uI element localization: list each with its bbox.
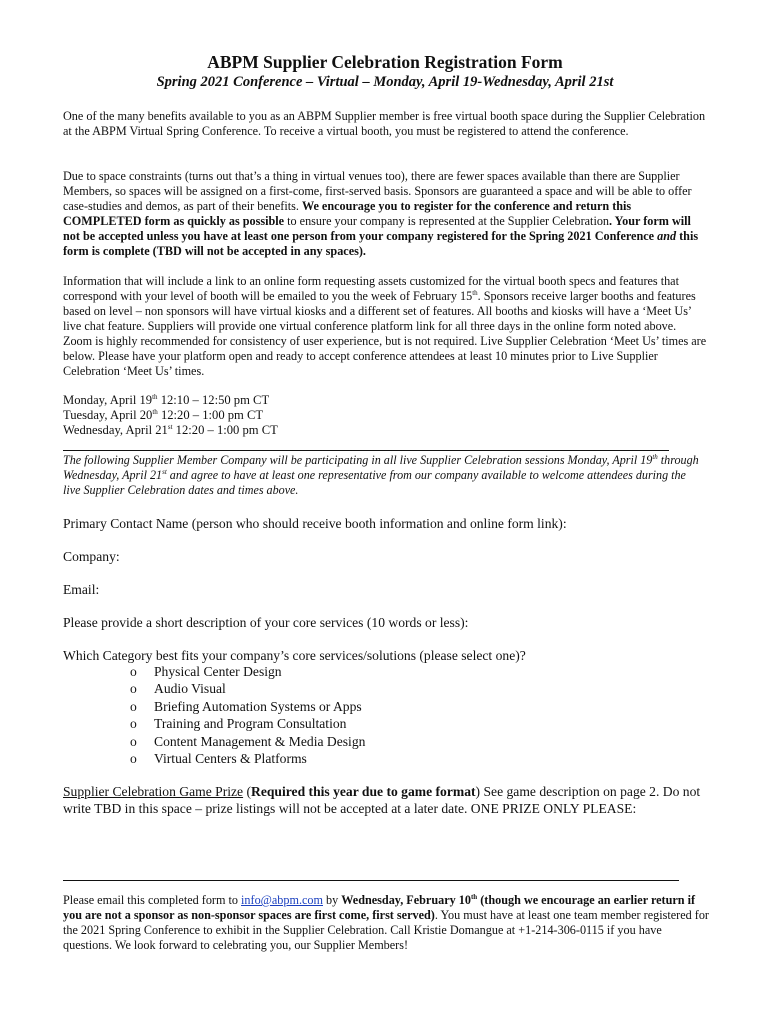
primary-contact-field[interactable]: Primary Contact Name (person who should receive booth information and online form link): — [63, 516, 567, 531]
footer-sup: th — [470, 893, 478, 901]
note-sup-2: st — [162, 468, 167, 476]
footer-text-a: Please email this completed form to — [63, 893, 242, 907]
footer-divider-line — [63, 880, 679, 881]
category-option-virtual-centers[interactable] — [130, 750, 365, 767]
p2-bold-encourage: We encourage you to register for the conference and return this COMPLETED form as quickly as possible — [63, 199, 632, 228]
time-range: 12:20 – 1:00 pm CT — [172, 423, 278, 437]
category-option-label: Content Management & Media Design — [154, 733, 366, 749]
time-range: 12:10 – 12:50 pm CT — [157, 393, 270, 407]
meet-us-times — [63, 393, 278, 438]
note-sup-1: th — [652, 453, 658, 461]
time-row-tuesday — [63, 408, 278, 423]
checkbox-bullet-icon[interactable]: o — [130, 698, 137, 714]
footer-text-b: by — [323, 893, 342, 907]
participation-agreement — [63, 453, 703, 498]
page-subtitle: Spring 2021 Conference – Virtual – Monday, April 19-Wednesday, April 21st — [156, 74, 614, 90]
note-text-b: through Wednesday, April 21 — [63, 453, 699, 482]
category-option-briefing-automation[interactable] — [130, 698, 365, 715]
p2-text-a: Due to space constraints (turns out that’s a thing in virtual venues too), there are fewer spaces available than there are Supplier Members, so spaces will be assigned on a first-come, first-served basis. Sponsors are guaranteed a space and will be able to offer case-studies and demos, as part of their benefits. — [63, 169, 692, 213]
checkbox-bullet-icon[interactable]: o — [130, 716, 137, 732]
game-prize-field[interactable] — [63, 783, 713, 817]
note-text-c: and agree to have at least one representative from our company available to welcome attendees during the live Supplier Celebration dates and times above. — [63, 468, 686, 497]
page-title: ABPM Supplier Celebration Registration Form — [207, 52, 563, 72]
core-services-description-field[interactable]: Please provide a short description of your core services (10 words or less): — [63, 615, 469, 630]
p2-bold-italic-and: and — [657, 229, 677, 243]
time-sup: th — [152, 393, 158, 401]
p3-text-b: . Sponsors receive larger booths and features based on level – non sponsors will have virtual kiosks and a different set of features. All booths and kiosks will have a ‘Meet Us’ live chat feature. Suppliers will provide one virtual conference platform link for all three days in the online form noted above. Zoom is highly recommended for consistency of user experience, but is not required. Live Supplier Celebration ‘Meet Us’ times are below. Please have your platform open and ready to accept conference attendees at least 10 minutes prior to Live Supplier Celebration ‘Meet Us’ times. — [63, 289, 707, 378]
p3-sup: th — [472, 289, 478, 297]
prize-paren: ( — [243, 784, 252, 799]
category-option-label: Training and Program Consultation — [154, 716, 347, 732]
p2-bold-d: . Your form will not be accepted unless you have at least one person from your company registered for the Spring 2021 Conference — [63, 214, 691, 243]
time-day: Tuesday, April 20 — [63, 408, 153, 422]
category-question: Which Category best fits your company’s core services/solutions (please select one)? — [63, 648, 526, 663]
email-field[interactable]: Email: — [63, 582, 100, 597]
category-option-label: Audio Visual — [154, 681, 226, 697]
footer-instructions — [63, 893, 713, 953]
category-option-training[interactable] — [130, 715, 365, 732]
category-option-label: Physical Center Design — [154, 664, 282, 679]
checkbox-bullet-icon[interactable]: o — [130, 751, 137, 767]
prize-instructions: ) See game description on page 2. Do not write TBD in this space – prize listings will not be accepted at a later date. ONE PRIZE ONLY PLEASE: — [63, 784, 701, 816]
time-row-wednesday — [63, 423, 278, 438]
category-options — [130, 663, 365, 767]
footer-deadline-note: (though we encourage an earlier return if you are not a sponsor as non-sponsor spaces are first come, first served) — [63, 893, 696, 922]
company-field[interactable]: Company: — [63, 549, 120, 564]
footer-text-c: . You must have at least one team member registered for the 2021 Spring Conference to exhibit in the Supplier Celebration. Call Kristie Domangue at +1-214-306-0115 if you have questions. We look forward to celebrating you, our Supplier Members! — [63, 908, 709, 952]
time-sup: st — [167, 423, 173, 431]
time-day: Monday, April 19 — [63, 393, 153, 407]
note-text-a: The following Supplier Member Company will be participating in all live Supplier Celebration sessions Monday, April 19 — [63, 453, 653, 467]
divider-line — [63, 450, 669, 451]
checkbox-bullet-icon[interactable]: o — [130, 733, 137, 749]
category-option-audio-visual[interactable] — [130, 680, 365, 697]
checkbox-bullet-icon[interactable]: o — [130, 681, 137, 697]
prize-label: Supplier Celebration Game Prize — [63, 784, 244, 799]
category-option-physical-center-design[interactable] — [130, 663, 365, 680]
p3-text-a: Information that will include a link to an online form requesting assets customized for the virtual booth specs and features that correspond with your level of booth will be emailed to you the week of February 15 — [63, 274, 679, 303]
category-option-content-management[interactable] — [130, 733, 365, 750]
intro-paragraph-1: One of the many benefits available to you as an ABPM Supplier member is free virtual booth space during the Supplier Celebration at the ABPM Virtual Spring Conference. To receive a virtual booth, you must be registered to attend the conference. — [63, 109, 706, 138]
p2-text-c: to ensure your company is represented at the Supplier Celebration — [284, 214, 610, 228]
contact-email-link[interactable]: info@abpm.com — [241, 893, 323, 907]
time-day: Wednesday, April 21 — [63, 423, 168, 437]
category-option-label: Briefing Automation Systems or Apps — [154, 698, 362, 714]
checkbox-bullet-icon[interactable]: o — [130, 664, 137, 679]
category-option-label: Virtual Centers & Platforms — [154, 751, 307, 767]
time-row-monday — [63, 393, 278, 408]
time-range: 12:20 – 1:00 pm CT — [157, 408, 264, 422]
intro-paragraph-3 — [63, 274, 708, 379]
time-sup: th — [152, 408, 158, 416]
p2-bold-f: this form is complete (TBD will not be accepted in any spaces). — [63, 229, 699, 258]
intro-paragraph-2 — [63, 169, 708, 259]
footer-deadline-date: Wednesday, February 10 — [341, 893, 471, 907]
prize-required-note: Required this year due to game format — [251, 784, 476, 799]
